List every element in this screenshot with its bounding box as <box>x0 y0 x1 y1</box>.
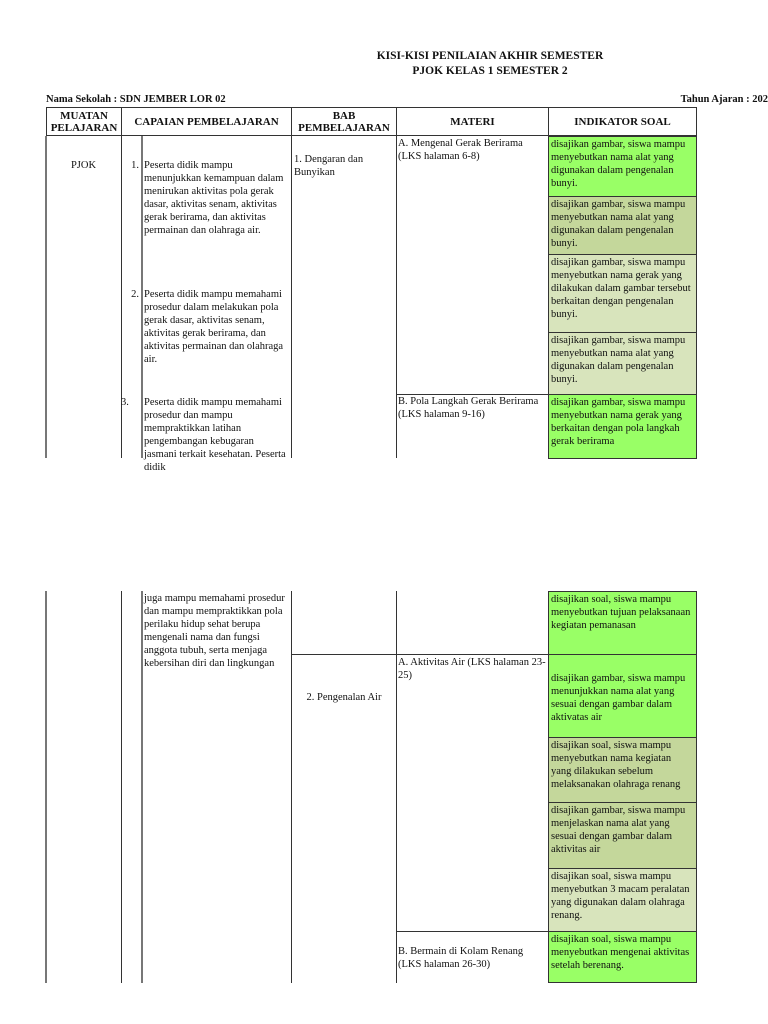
indikator-cell: disajikan gambar, siswa mampu menyebutkan nama alat yang digunakan dalam pengenalan bunyi. <box>548 332 697 395</box>
indikator-cell: disajikan gambar, siswa mampu menyebutkan nama alat yang digunakan dalam pengenalan bunyi. <box>548 196 697 255</box>
indikator-cell: disajikan soal, siswa mampu menyebutkan 3 macam peralatan yang digunakan dalam olahraga renang. <box>548 868 697 932</box>
materi-cell: A. Aktivitas Air (LKS halaman 23-25) <box>398 657 546 681</box>
capaian-number: 3. <box>121 397 129 408</box>
indikator-cell: disajikan gambar, siswa mampu menyebutkan nama alat yang digunakan dalam pengenalan bunyi. <box>548 136 697 197</box>
school-name: Nama Sekolah : SDN JEMBER LOR 02 <box>46 94 226 105</box>
indikator-cell: disajikan gambar, siswa mampu menunjukkan nama alat yang sesuai dengan gambar dalam aktivatas air <box>548 654 697 738</box>
capaian-text: Peserta didik mampu memahami prosedur dalam melakukan pola gerak dasar, aktivitas senam, aktivitas gerak berirama, dan aktivitas permainan dan olahraga air. <box>144 289 284 365</box>
capaian-text: Peserta didik mampu memahami prosedur dan mampu mempraktikkan latihan pengembangan kebugaran jasmani terkait kesehatan. Peserta didik <box>144 397 286 473</box>
title-line-1: KISI-KISI PENILAIAN AKHIR SEMESTER <box>376 50 604 62</box>
header-capaian: CAPAIAN PEMBELAJARAN <box>121 107 292 136</box>
capaian-number: 1. <box>131 160 139 171</box>
capaian-text: Peserta didik mampu menunjukkan kemampuan dalam menirukan aktivitas pola gerak dasar, aktivitas senam, aktivitas gerak berirama, dan aktivitas permainan dan olahraga air. <box>144 160 284 236</box>
materi-cell: B. Pola Langkah Gerak Berirama (LKS halaman 9-16) <box>398 396 539 420</box>
header-muatan: MUATAN PELAJARAN <box>46 107 122 136</box>
bab-cell: 2. Pengenalan Air <box>306 692 382 703</box>
muatan-cell: PJOK <box>70 160 97 171</box>
title-line-2: PJOK KELAS 1 SEMESTER 2 <box>412 65 568 77</box>
header-bab: BAB PEMBELAJARAN <box>291 107 397 136</box>
indikator-cell: disajikan gambar, siswa mampu menyebutkan nama gerak yang dilakukan dalam gambar tersebut berkaitan dengan pengenalan bunyi. <box>548 254 697 333</box>
capaian-text-continued: juga mampu memahami prosedur dan mampu mempraktikkan pola perilaku hidup sehat berupa mengenali nama dan fungsi anggota tubuh, serta menjaga kebersihan diri dan lingkungan <box>144 593 285 669</box>
materi-cell: A. Mengenal Gerak Berirama (LKS halaman 6-8) <box>398 138 523 162</box>
indikator-cell: disajikan gambar, siswa mampu menyebutkan nama gerak yang berkaitan dengan pola langkah gerak berirama <box>548 394 697 459</box>
bab-cell: 1. Dengaran dan Bunyikan <box>294 154 364 178</box>
school-year: Tahun Ajaran : 202 <box>680 94 768 105</box>
indikator-cell: disajikan soal, siswa mampu menyebutkan mengenai aktivitas setelah berenang. <box>548 931 697 983</box>
capaian-number: 2. <box>131 289 139 300</box>
materi-cell: B. Bermain di Kolam Renang (LKS halaman 26-30) <box>398 946 524 970</box>
document-title <box>300 49 680 79</box>
header-indikator: INDIKATOR SOAL <box>548 107 697 136</box>
indikator-cell: disajikan gambar, siswa mampu menjelaskan nama alat yang sesuai dengan gambar dalam aktivitas air <box>548 802 697 869</box>
indikator-cell: disajikan soal, siswa mampu menyebutkan tujuan pelaksanaan kegiatan pemanasan <box>548 591 697 655</box>
indikator-cell: disajikan soal, siswa mampu menyebutkan nama kegiatan yang dilakukan sebelum melaksanakan olahraga renang <box>548 737 697 803</box>
header-materi: MATERI <box>396 107 549 136</box>
